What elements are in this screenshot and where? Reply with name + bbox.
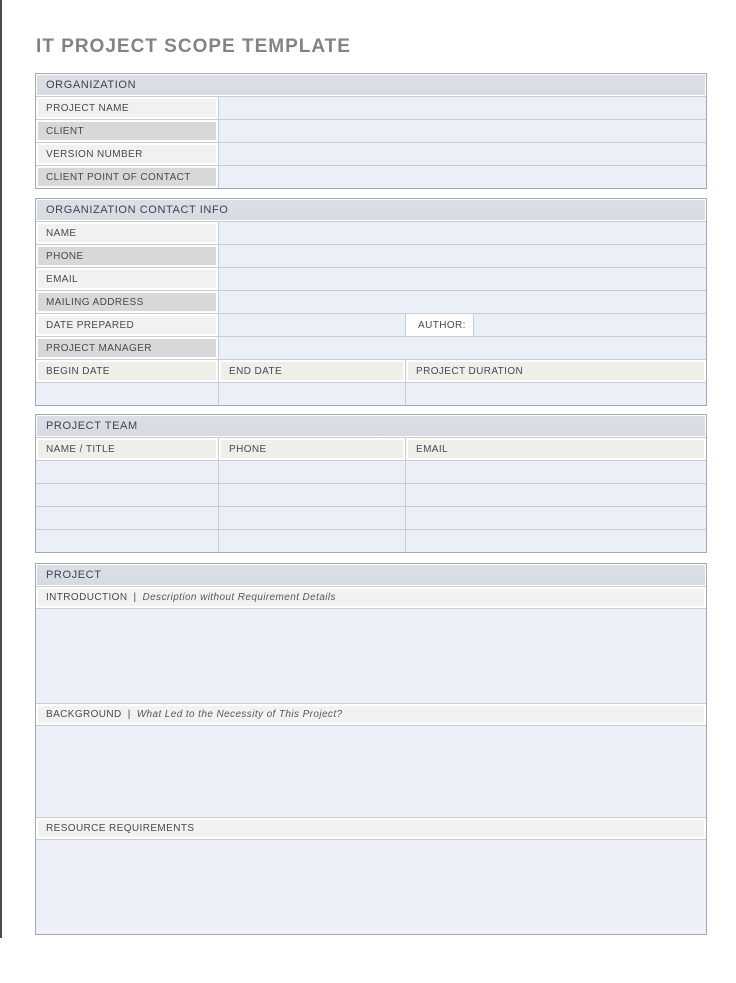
column-header-end-date: END DATE <box>219 360 406 382</box>
background-description: What Led to the Necessity of This Project? <box>136 709 343 720</box>
label-version-number: VERSION NUMBER <box>36 143 219 165</box>
introduction-separator: | <box>133 592 137 603</box>
introduction-textarea[interactable] <box>36 608 706 703</box>
field-client[interactable] <box>219 120 706 142</box>
column-header-team-email: EMAIL <box>406 438 706 460</box>
background-label: BACKGROUND <box>46 709 122 720</box>
table-row <box>36 290 706 313</box>
label-project-name: PROJECT NAME <box>36 97 219 119</box>
introduction-label: INTRODUCTION <box>46 592 128 603</box>
column-header-team-phone: PHONE <box>219 438 406 460</box>
table-row <box>36 142 706 165</box>
field-email[interactable] <box>219 268 706 290</box>
field-author[interactable] <box>474 314 706 336</box>
team-cell-email[interactable] <box>406 507 706 529</box>
team-cell-phone[interactable] <box>219 507 406 529</box>
label-phone: PHONE <box>36 245 219 267</box>
table-row <box>36 267 706 290</box>
team-cell-phone[interactable] <box>219 530 406 552</box>
background-separator: | <box>127 709 131 720</box>
field-version-number[interactable] <box>219 143 706 165</box>
contact-info-table <box>35 198 707 406</box>
label-mailing-address: MAILING ADDRESS <box>36 291 219 313</box>
introduction-bar <box>36 586 706 608</box>
resource-requirements-label: RESOURCE REQUIREMENTS <box>46 823 195 834</box>
field-project-duration[interactable] <box>406 383 706 405</box>
team-cell-email[interactable] <box>406 530 706 552</box>
column-header-project-duration: PROJECT DURATION <box>406 360 706 382</box>
background-textarea[interactable] <box>36 725 706 817</box>
column-header-name-title: NAME / TITLE <box>36 438 219 460</box>
team-columns-header-row <box>36 437 706 460</box>
team-cell-phone[interactable] <box>219 461 406 483</box>
label-client-point-of-contact: CLIENT POINT OF CONTACT <box>36 166 219 188</box>
team-cell-phone[interactable] <box>219 484 406 506</box>
project-table <box>35 563 707 935</box>
field-end-date[interactable] <box>219 383 406 405</box>
team-cell-name[interactable] <box>36 507 219 529</box>
team-row <box>36 506 706 529</box>
project-header: PROJECT <box>36 564 706 586</box>
column-header-begin-date: BEGIN DATE <box>36 360 219 382</box>
page-left-edge <box>0 0 2 938</box>
team-row <box>36 460 706 483</box>
label-project-manager: PROJECT MANAGER <box>36 337 219 359</box>
label-author: AUTHOR: <box>406 314 474 336</box>
team-row <box>36 483 706 506</box>
label-date-prepared: DATE PREPARED <box>36 314 219 336</box>
table-row <box>36 165 706 188</box>
field-name[interactable] <box>219 222 706 244</box>
team-cell-name[interactable] <box>36 530 219 552</box>
label-name: NAME <box>36 222 219 244</box>
page-title: IT PROJECT SCOPE TEMPLATE <box>36 36 351 57</box>
table-row <box>36 313 706 336</box>
project-team-header: PROJECT TEAM <box>36 415 706 437</box>
table-row <box>36 221 706 244</box>
field-mailing-address[interactable] <box>219 291 706 313</box>
label-email: EMAIL <box>36 268 219 290</box>
team-cell-name[interactable] <box>36 484 219 506</box>
field-phone[interactable] <box>219 245 706 267</box>
resource-requirements-bar <box>36 817 706 839</box>
table-row <box>36 119 706 142</box>
team-row <box>36 529 706 552</box>
background-bar <box>36 703 706 725</box>
label-client: CLIENT <box>36 120 219 142</box>
organization-header: ORGANIZATION <box>36 74 706 96</box>
table-row <box>36 336 706 359</box>
page-content <box>35 0 707 935</box>
table-row <box>36 244 706 267</box>
team-cell-email[interactable] <box>406 484 706 506</box>
team-cell-email[interactable] <box>406 461 706 483</box>
organization-table <box>35 73 707 189</box>
field-date-prepared[interactable] <box>219 314 406 336</box>
field-project-manager[interactable] <box>219 337 706 359</box>
date-columns-header-row <box>36 359 706 382</box>
field-client-point-of-contact[interactable] <box>219 166 706 188</box>
field-project-name[interactable] <box>219 97 706 119</box>
resource-requirements-textarea[interactable] <box>36 839 706 934</box>
team-cell-name[interactable] <box>36 461 219 483</box>
introduction-description: Description without Requirement Details <box>142 592 336 603</box>
project-team-table <box>35 414 707 553</box>
contact-info-header: ORGANIZATION CONTACT INFO <box>36 199 706 221</box>
field-begin-date[interactable] <box>36 383 219 405</box>
table-row <box>36 96 706 119</box>
date-values-row <box>36 382 706 405</box>
